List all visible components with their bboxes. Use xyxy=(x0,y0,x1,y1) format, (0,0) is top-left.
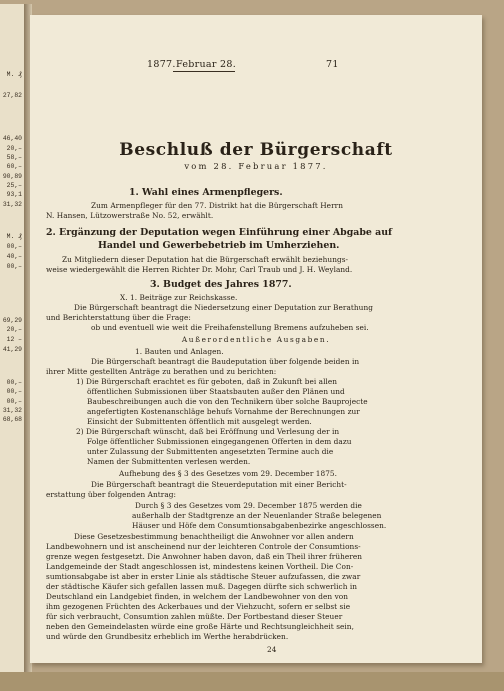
text-line: und Berichterstattung über die Frage: xyxy=(46,313,191,322)
text-line: öffentlichen Submissionen über Staatsbauten außer den Plänen und xyxy=(87,387,345,396)
previous-page-number: 46,40 xyxy=(2,135,22,142)
text-line: Die Bürgerschaft beantragt die Steuerdeputation mit einer Bericht- xyxy=(91,480,347,489)
text-line: neben den Gemeindelasten würde eine große Härte und Rechtsungleichheit sein, xyxy=(46,622,354,631)
previous-page-number: 90,89 xyxy=(2,173,22,180)
text-line: Diese Gesetzesbestimmung benachtheiligt die Anwohner vor allen andern xyxy=(74,532,354,541)
text-line: Die Bürgerschaft beantragt die Baudeputation über folgende beiden in xyxy=(91,357,360,366)
previous-page-number: 00,– xyxy=(6,398,22,405)
text-line: ihm gezogenen Früchten des Ackerbaues und der Viehzucht, sofern er selbst sie xyxy=(46,602,351,611)
section-2-heading-cont: Handel und Gewerbebetrieb im Umherziehen. xyxy=(98,240,340,251)
previous-page-number: 00,– xyxy=(6,243,22,250)
text-line: der städtische Käufer sich gefallen lassen muß. Dagegen dürfte sich schwerlich in xyxy=(46,582,358,591)
previous-page-number: 58,– xyxy=(6,154,22,161)
subsection-heading: Außerordentliche Ausgaben. xyxy=(181,335,331,344)
text-line: ihrer Mitte gestellten Anträge zu berathen und zu berichten: xyxy=(46,367,277,376)
previous-page-number: 41,29 xyxy=(2,346,22,353)
header-year: 1877. xyxy=(147,59,176,70)
book-bottom-edge xyxy=(0,672,504,691)
text-line: Landbewohnern und ist anscheinend nur der leichteren Controle der Consumtions- xyxy=(46,542,361,551)
header-date: Februar 28. xyxy=(176,59,237,70)
section-3-heading: 3. Budget des Jahres 1877. xyxy=(150,279,292,290)
text-line: Deutschland ein Landgebiet finden, in welchem der Landbewohner von den von xyxy=(46,592,349,601)
text-line: Zum Armenpfleger für den 77. Distrikt hat die Bürgerschaft Herrn xyxy=(91,201,343,210)
previous-page-number: 27,82 xyxy=(2,92,22,99)
previous-page-number: M. ₰ xyxy=(6,71,22,78)
page-subtitle: vom 28. Februar 1877. xyxy=(184,161,328,171)
text-line: grenze wegen festgesetzt. Die Anwohner haben davon, daß ein Theil ihrer früheren xyxy=(46,552,363,561)
text-line: N. Hansen, Lützowerstraße No. 52, erwählt. xyxy=(46,211,214,220)
text-line: unter Zulassung der Submittenten angesetzten Termine auch die xyxy=(87,447,334,456)
text-line: Häuser und Höfe dem Consumtionsabgabenbezirke angeschlossen. xyxy=(132,521,387,530)
text-line: Zu Mitgliedern dieser Deputation hat die Bürgerschaft erwählt beziehungs- xyxy=(62,255,349,264)
text-line: 1. Bauten und Anlagen. xyxy=(135,347,224,356)
page-number: 71 xyxy=(326,59,339,70)
text-line: und würde den Grundbesitz erheblich im Werthe herabdrücken. xyxy=(46,632,289,641)
text-line: 2) Die Bürgerschaft wünscht, daß bei Eröffnung und Verlesung der in xyxy=(76,427,340,436)
signature-mark: 24 xyxy=(267,645,277,654)
text-line: Baubeschreibungen auch die von den Technikern über solche Bauprojecte xyxy=(87,397,368,406)
text-line: für sich verbraucht, Consumtion zahlen müßte. Der Fortbestand dieser Steuer xyxy=(46,612,343,621)
previous-page-number: 31,32 xyxy=(2,407,22,414)
previous-page-number: 60,– xyxy=(6,163,22,170)
text-line: Folge öffentlicher Submissionen eingegangenen Offerten in dem dazu xyxy=(87,437,352,446)
document-page xyxy=(30,15,482,663)
text-line: Einsicht der Submittenten öffentlich mit ausgelegt werden. xyxy=(87,417,312,426)
previous-page-number: M. ₰ xyxy=(6,233,22,240)
text-line: Landgemeinde der Stadt angeschlossen ist, mindestens keinen Vortheil. Die Con- xyxy=(46,562,354,571)
previous-page-number: 40,– xyxy=(6,253,22,260)
text-line: außerhalb der Stadtgrenze an der Neuenlander Straße belegenen xyxy=(132,511,382,520)
text-line: Namen der Submittenten verlesen werden. xyxy=(87,457,251,466)
text-line: Aufhebung des § 3 des Gesetzes vom 29. December 1875. xyxy=(119,469,338,478)
text-line: sumtionsabgabe ist aber in erster Linie als städtische Steuer aufzufassen, die zwar xyxy=(46,572,361,581)
previous-page-number: 69,29 xyxy=(2,317,22,324)
page-title: Beschluß der Bürgerschaft xyxy=(119,140,393,160)
previous-page-edge xyxy=(0,4,25,672)
text-line: Durch § 3 des Gesetzes vom 29. December 1875 werden die xyxy=(135,501,362,510)
previous-page-number: 68,68 xyxy=(2,416,22,423)
previous-page-number: 12 – xyxy=(6,336,22,343)
section-1-heading: 1. Wahl eines Armenpflegers. xyxy=(129,187,283,198)
text-line: erstattung über folgenden Antrag: xyxy=(46,490,177,499)
previous-page-number: 31,32 xyxy=(2,201,22,208)
previous-page-number: 25,– xyxy=(6,182,22,189)
previous-page-number: 00,– xyxy=(6,379,22,386)
header-rule xyxy=(173,71,235,72)
previous-page-number: 00,– xyxy=(6,388,22,395)
text-line: 1) Die Bürgerschaft erachtet es für geboten, daß in Zukunft bei allen xyxy=(76,377,338,386)
previous-page-number: 20,– xyxy=(6,145,22,152)
text-line: angefertigten Kostenanschläge behufs Vornahme der Berechnungen zur xyxy=(87,407,360,416)
previous-page-number: 00,– xyxy=(6,263,22,270)
section-2-heading: 2. Ergänzung der Deputation wegen Einführung einer Abgabe auf xyxy=(46,227,393,238)
text-line: X. 1. Beiträge zur Reichskasse. xyxy=(120,293,238,302)
previous-page-number: 20,– xyxy=(6,326,22,333)
text-line: Die Bürgerschaft beantragt die Niedersetzung einer Deputation zur Berathung xyxy=(74,303,373,312)
previous-page-number: 93,1 xyxy=(6,191,22,198)
text-line: weise wiedergewählt die Herren Richter Dr. Mohr, Carl Traub und J. H. Weyland. xyxy=(46,265,353,274)
text-line: ob und eventuell wie weit die Freihafenstellung Bremens aufzuheben sei. xyxy=(91,323,369,332)
